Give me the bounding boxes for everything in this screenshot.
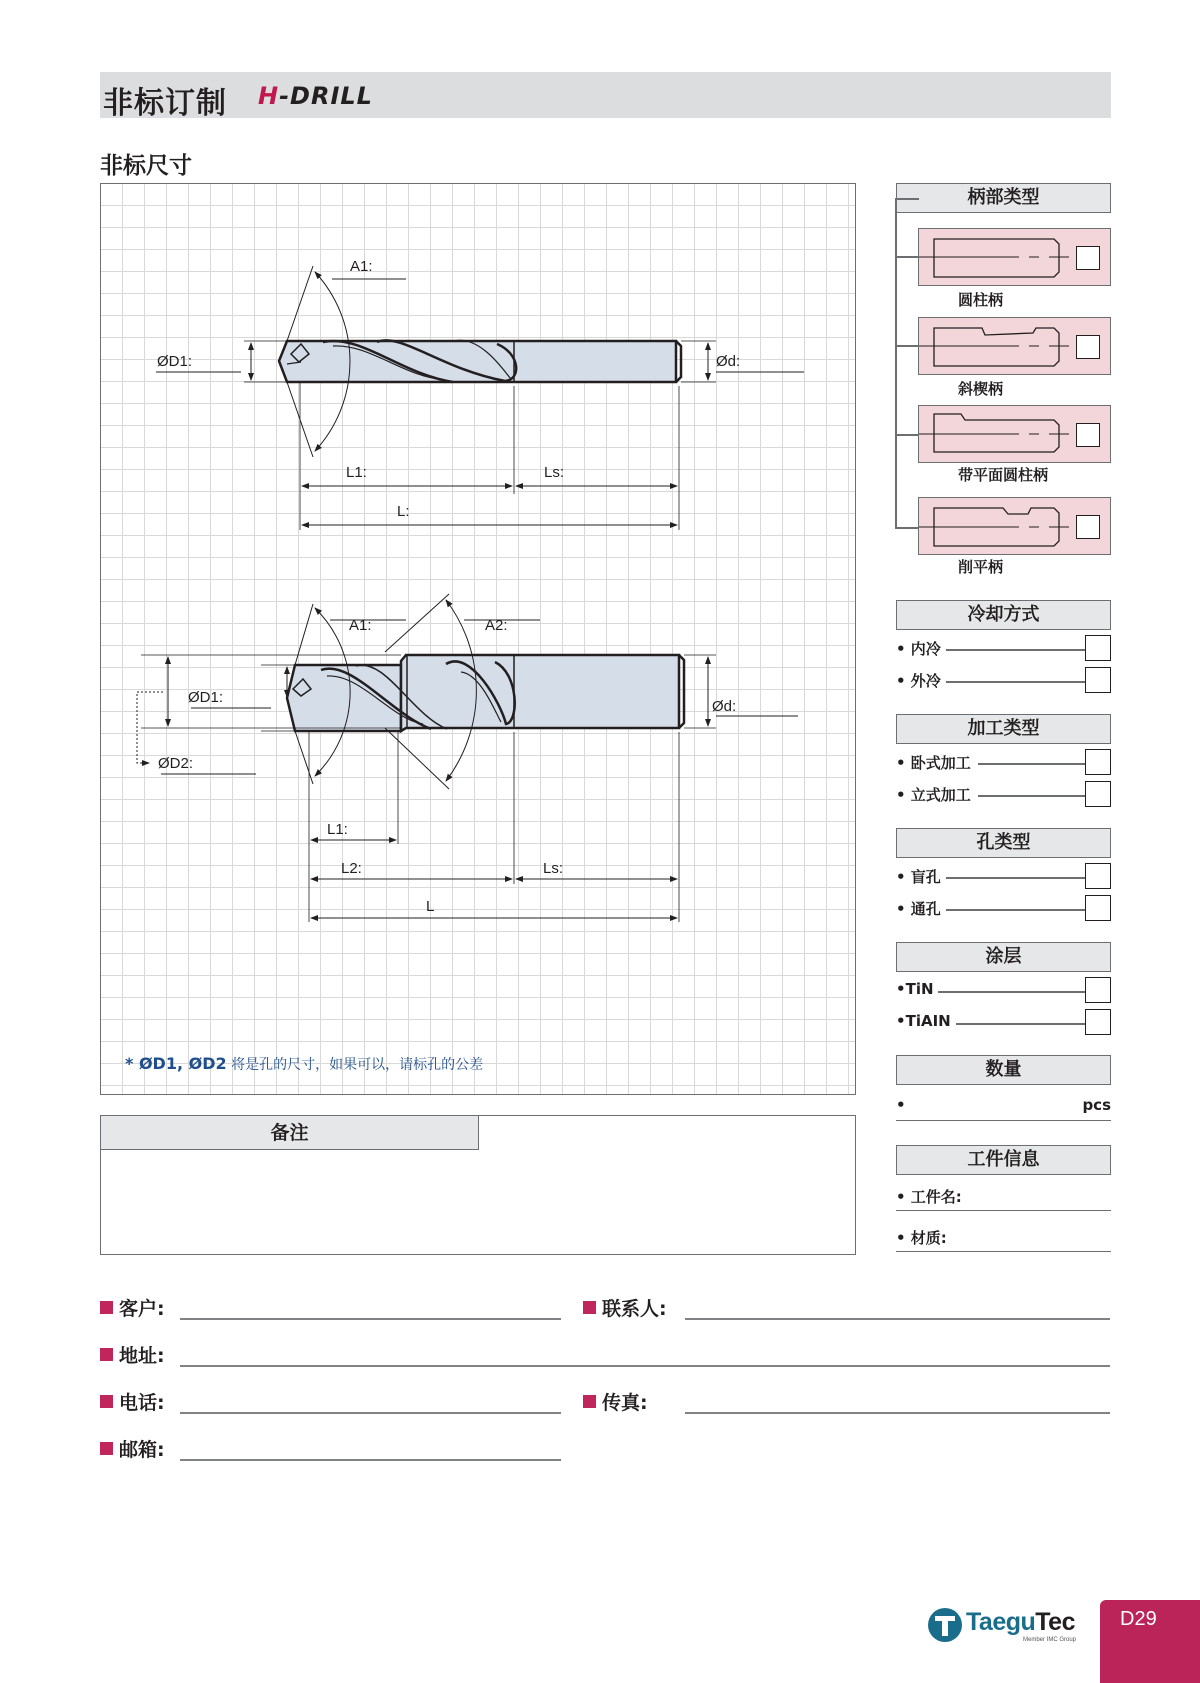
shank-type-header: 柄部类型 <box>896 183 1111 213</box>
hole-through-checkbox[interactable] <box>1085 895 1111 921</box>
machining-header: 加工类型 <box>896 714 1111 744</box>
email-label: 邮箱: <box>100 1435 165 1462</box>
bullet-square-icon <box>583 1301 596 1314</box>
label-l-drill2: L <box>426 898 435 915</box>
drill-1 <box>156 266 804 530</box>
logo-text: TaeguTec <box>966 1608 1075 1636</box>
address-input[interactable] <box>180 1365 1110 1367</box>
phone-label: 电话: <box>100 1388 165 1415</box>
drill-drawing <box>101 184 857 1096</box>
taegutec-logo <box>928 1606 1078 1646</box>
tree-branch <box>895 434 918 436</box>
shank-option-flat-cylindrical[interactable] <box>918 405 1111 463</box>
shank-checkbox-cylindrical[interactable] <box>1076 246 1100 270</box>
label-l2-drill2: L2: <box>341 860 362 877</box>
page-title: 非标订制 <box>103 86 227 121</box>
hole-through-label: • 通孔 <box>896 900 941 918</box>
label-a2-drill2: A2: <box>485 617 508 634</box>
machining-vertical-option[interactable] <box>896 781 1111 809</box>
label-ls-drill1: Ls: <box>544 464 565 481</box>
bullet-square-icon <box>100 1348 113 1361</box>
coolant-header: 冷却方式 <box>896 600 1111 630</box>
label-ls-drill2: Ls: <box>543 860 564 877</box>
hole-blind-checkbox[interactable] <box>1085 863 1111 889</box>
tree-connector <box>895 199 897 528</box>
address-label: 地址: <box>100 1341 165 1368</box>
phone-input[interactable] <box>180 1412 561 1414</box>
tree-branch <box>895 345 918 347</box>
footnote-prefix: * <box>125 1054 139 1073</box>
contact-person-input[interactable] <box>685 1318 1110 1320</box>
footnote-text: 将是孔的尺寸，如果可以，请标孔的公差 <box>231 1057 484 1073</box>
label-d2-drill2: ØD2: <box>158 755 194 772</box>
coolant-external-label: • 外冷 <box>896 672 941 690</box>
shank-checkbox-flat-cylindrical[interactable] <box>1076 423 1100 447</box>
coating-tin-checkbox[interactable] <box>1085 977 1111 1003</box>
page-number: D29 <box>1120 1608 1157 1630</box>
hole-blind-option[interactable] <box>896 863 1111 891</box>
machining-vertical-checkbox[interactable] <box>1085 781 1111 807</box>
machining-horizontal-checkbox[interactable] <box>1085 749 1111 775</box>
customer-label: 客户: <box>100 1294 165 1321</box>
coating-tialn-label: •TiAIN <box>896 1012 951 1030</box>
fax-input[interactable] <box>685 1412 1110 1414</box>
brand-logo-h-drill: H-DRILL <box>258 82 373 110</box>
leader-line <box>946 681 1085 683</box>
machining-horizontal-label: • 卧式加工 <box>896 754 971 772</box>
leader-line <box>978 795 1085 797</box>
drawing-panel <box>100 183 856 1095</box>
coolant-external-option[interactable] <box>896 667 1111 695</box>
hole-type-header: 孔类型 <box>896 828 1111 858</box>
leader-line <box>938 991 1085 993</box>
label-l1-drill2: L1: <box>327 821 348 838</box>
shank-checkbox-weldon[interactable] <box>1076 515 1100 539</box>
shank-option-cylindrical[interactable] <box>918 228 1111 286</box>
drill-2 <box>137 594 798 922</box>
hole-blind-label: • 盲孔 <box>896 868 941 886</box>
shank-option-weldon[interactable] <box>918 497 1111 555</box>
leader-line <box>946 877 1085 879</box>
machining-vertical-label: • 立式加工 <box>896 786 971 804</box>
email-input[interactable] <box>180 1459 561 1461</box>
workpiece-name-label: • 工件名: <box>896 1188 962 1206</box>
quantity-unit: pcs <box>1082 1096 1111 1114</box>
shank-label-cylindrical: 圆柱柄 <box>958 291 1004 309</box>
title-bar <box>100 72 1111 121</box>
bullet-square-icon <box>583 1395 596 1408</box>
shank-checkbox-wedge[interactable] <box>1076 335 1100 359</box>
remarks-panel[interactable] <box>100 1115 856 1255</box>
coolant-external-checkbox[interactable] <box>1085 667 1111 693</box>
bullet-square-icon <box>100 1395 113 1408</box>
coating-header: 涂层 <box>896 942 1111 972</box>
coolant-internal-label: • 内冷 <box>896 640 941 658</box>
coolant-internal-checkbox[interactable] <box>1085 635 1111 661</box>
bullet-square-icon <box>100 1442 113 1455</box>
leader-line <box>946 909 1085 911</box>
coolant-internal-option[interactable] <box>896 635 1111 663</box>
logo-subtitle: Member IMC Group <box>1023 1637 1077 1643</box>
leader-line <box>946 649 1085 651</box>
footnote <box>125 1054 483 1074</box>
tree-branch <box>895 527 918 529</box>
label-a1-drill1: A1: <box>350 258 373 275</box>
tree-connector-top <box>895 198 919 200</box>
coating-tialn-checkbox[interactable] <box>1085 1009 1111 1035</box>
leader-line <box>978 763 1085 765</box>
workpiece-header: 工件信息 <box>896 1145 1111 1175</box>
label-l-drill1: L: <box>397 503 410 520</box>
section-title: 非标尺寸 <box>100 153 192 179</box>
label-d-drill1: Ød: <box>716 353 741 370</box>
footnote-symbols: ØD1, ØD2 <box>138 1054 227 1073</box>
workpiece-name-field[interactable] <box>896 1181 1111 1211</box>
hole-through-option[interactable] <box>896 895 1111 923</box>
customer-input[interactable] <box>180 1318 561 1320</box>
tree-branch <box>895 256 918 258</box>
fax-label: 传真: <box>583 1388 648 1415</box>
machining-horizontal-option[interactable] <box>896 749 1111 777</box>
label-d1-drill2: ØD1: <box>188 689 224 706</box>
page-number-tab <box>1100 1600 1200 1683</box>
label-l1-drill1: L1: <box>346 464 367 481</box>
coating-tin-label: •TiN <box>896 980 934 998</box>
taegutec-logo-icon <box>928 1608 962 1642</box>
workpiece-material-field[interactable] <box>896 1222 1111 1252</box>
label-d1-drill1: ØD1: <box>157 353 193 370</box>
label-d-drill2: Ød: <box>712 698 737 715</box>
coating-tialn-option[interactable] <box>896 1009 1111 1037</box>
coating-tin-option[interactable] <box>896 977 1111 1005</box>
workpiece-material-label: • 材质: <box>896 1229 947 1247</box>
label-a1-drill2: A1: <box>349 617 372 634</box>
quantity-header: 数量 <box>896 1055 1111 1085</box>
quantity-bullet: • <box>896 1096 906 1114</box>
shank-label-wedge: 斜楔柄 <box>958 380 1004 398</box>
quantity-field[interactable] <box>896 1091 1111 1121</box>
bullet-square-icon <box>100 1301 113 1314</box>
remarks-header: 备注 <box>101 1116 479 1150</box>
shank-label-flat-cylindrical: 带平面圆柱柄 <box>958 466 1049 484</box>
contact-person-label: 联系人: <box>583 1294 667 1321</box>
leader-line <box>956 1023 1085 1025</box>
shank-option-wedge[interactable] <box>918 317 1111 375</box>
shank-label-weldon: 削平柄 <box>958 558 1004 576</box>
